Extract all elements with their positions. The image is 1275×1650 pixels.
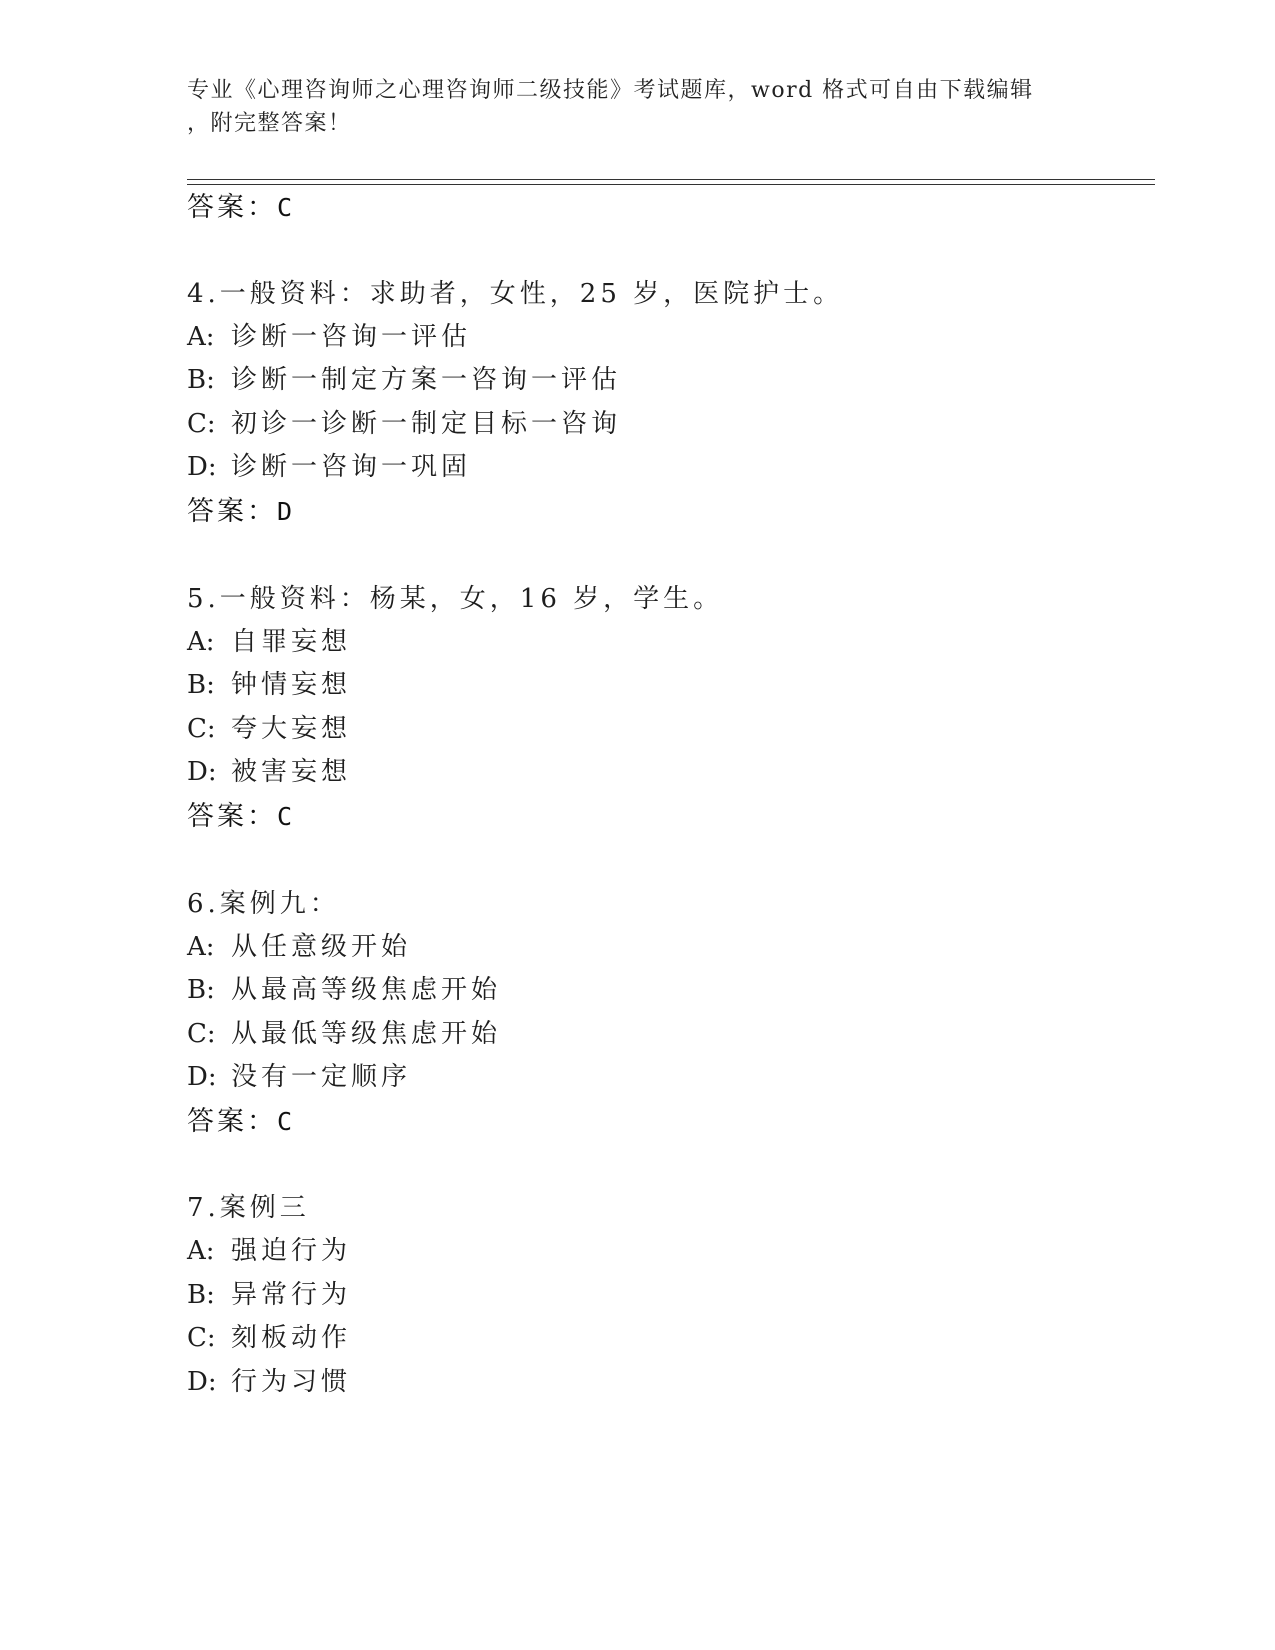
question-5-option-a xyxy=(187,625,351,659)
option-key: D: xyxy=(187,1062,217,1092)
option-text: 异常行为 xyxy=(231,1280,352,1310)
question-6-option-a xyxy=(187,930,411,964)
option-key: A: xyxy=(187,1236,215,1266)
option-key: B: xyxy=(187,1280,215,1310)
option-text: 诊断一咨询一巩固 xyxy=(231,452,472,482)
option-key: B: xyxy=(187,670,215,700)
option-key: C: xyxy=(187,1323,216,1353)
option-key: C: xyxy=(187,714,216,744)
question-4-option-d xyxy=(187,450,471,484)
question-4-stem: 4.一般资料：求助者，女性，25 岁，医院护士。 xyxy=(187,279,844,309)
question-5-option-c xyxy=(187,712,351,746)
header-line-2: ，附完整答案！ xyxy=(187,111,352,136)
option-key: A: xyxy=(187,322,215,352)
answer-label: 答案： xyxy=(187,496,277,527)
option-key: A: xyxy=(187,627,215,657)
question-6-option-c xyxy=(187,1017,501,1051)
option-text: 诊断一制定方案一咨询一评估 xyxy=(231,365,622,395)
answer-label: 答案： xyxy=(187,1106,277,1137)
question-4-option-a xyxy=(187,320,471,354)
question-6-stem: 6.案例九： xyxy=(187,889,340,919)
question-5-option-b xyxy=(187,668,351,702)
answer-label: 答案： xyxy=(187,192,277,223)
option-key: C: xyxy=(187,409,216,439)
option-key: A: xyxy=(187,932,215,962)
question-5-answer xyxy=(187,800,292,834)
option-key: B: xyxy=(187,975,215,1005)
option-text: 行为习惯 xyxy=(231,1367,352,1397)
header-divider-top xyxy=(187,179,1155,180)
option-text: 被害妄想 xyxy=(231,757,352,787)
question-7-option-d xyxy=(187,1365,351,1399)
option-key: D: xyxy=(187,1367,217,1397)
question-6-answer xyxy=(187,1105,292,1139)
answer-value: C xyxy=(277,802,293,831)
option-text: 诊断一咨询一评估 xyxy=(231,322,472,352)
question-6-option-b xyxy=(187,973,501,1007)
option-text: 初诊一诊断一制定目标一咨询 xyxy=(231,409,622,439)
option-text: 从任意级开始 xyxy=(231,932,412,962)
answer-value: C xyxy=(277,1107,293,1136)
option-text: 刻板动作 xyxy=(231,1323,352,1353)
question-7-option-b xyxy=(187,1278,351,1312)
document-header xyxy=(187,74,1087,140)
question-4-option-c xyxy=(187,407,621,441)
option-text: 强迫行为 xyxy=(231,1236,352,1266)
option-key: D: xyxy=(187,452,217,482)
option-key: B: xyxy=(187,365,215,395)
option-key: D: xyxy=(187,757,217,787)
question-6-option-d xyxy=(187,1060,411,1094)
option-text: 没有一定顺序 xyxy=(231,1062,412,1092)
answer-label: 答案： xyxy=(187,801,277,832)
question-5-stem: 5.一般资料：杨某，女，16 岁，学生。 xyxy=(187,584,724,614)
header-divider-bottom xyxy=(187,184,1155,185)
option-key: C: xyxy=(187,1019,216,1049)
question-5-option-d xyxy=(187,755,351,789)
question-7-option-a xyxy=(187,1234,351,1268)
question-4-option-b xyxy=(187,363,621,397)
option-text: 从最低等级焦虑开始 xyxy=(231,1019,502,1049)
question-7-stem: 7.案例三 xyxy=(187,1193,310,1223)
answer-value: C xyxy=(277,193,293,222)
header-line-1: 专业《心理咨询师之心理咨询师二级技能》考试题库，word 格式可自由下载编辑 xyxy=(187,78,1034,103)
question-4-answer xyxy=(187,495,292,529)
question-7-option-c xyxy=(187,1321,351,1355)
answer-prev xyxy=(187,191,292,225)
answer-value: D xyxy=(277,497,293,526)
option-text: 自罪妄想 xyxy=(231,627,352,657)
option-text: 钟情妄想 xyxy=(231,670,352,700)
option-text: 从最高等级焦虑开始 xyxy=(231,975,502,1005)
option-text: 夸大妄想 xyxy=(231,714,352,744)
